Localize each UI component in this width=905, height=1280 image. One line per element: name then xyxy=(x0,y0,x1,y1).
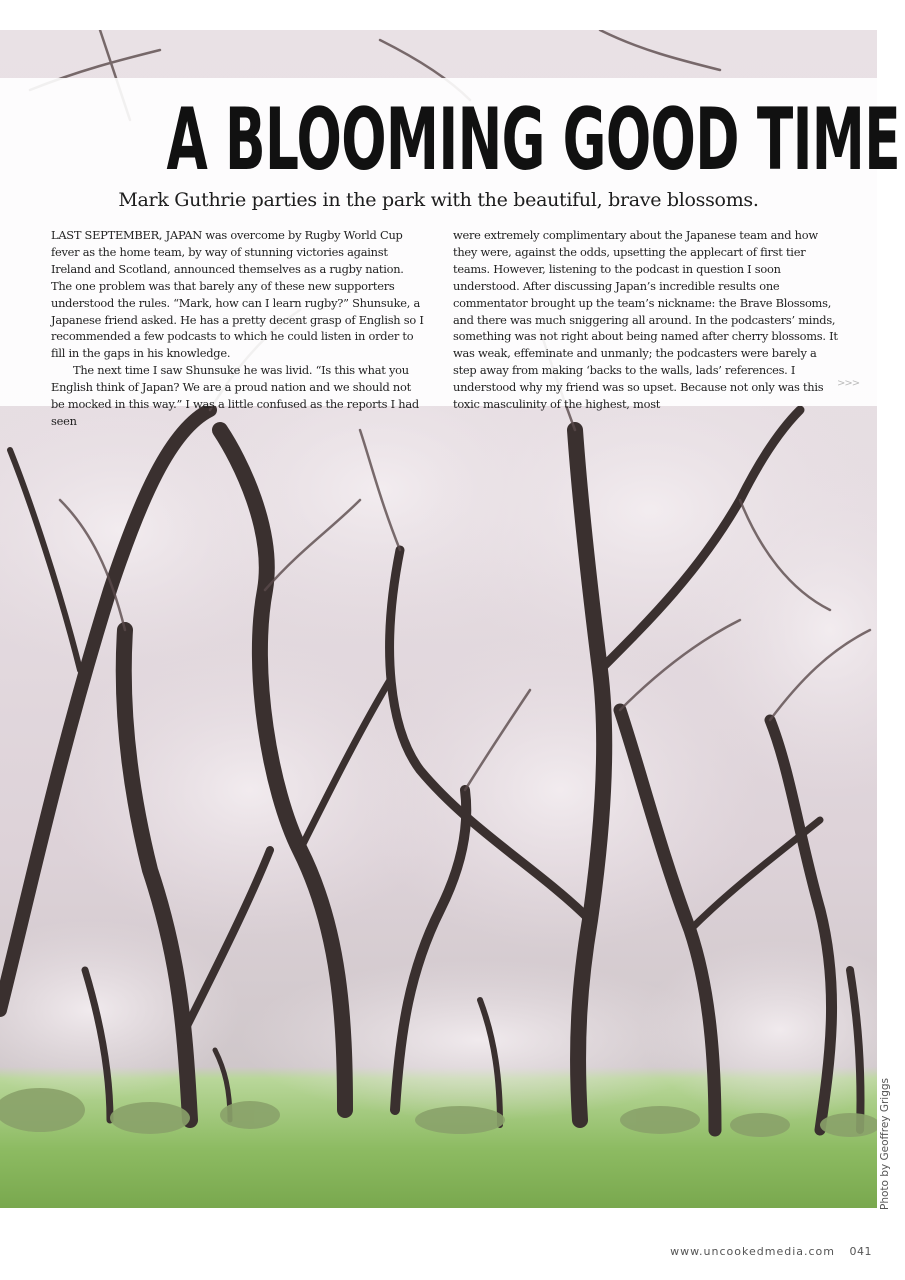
standfirst: Mark Guthrie parties in the park with the beautiful, brave blossoms. xyxy=(118,189,759,211)
paragraph: LAST SEPTEMBER, JAPAN was overcome by Rugby World Cup fever as the home team, by way of stunning victories against Ireland and Scotland, announced themselves as a rugby nation. The one problem was that barely any of these new supporters understood the rules. “Mark, how can I learn rugby?” Shunsuke, a Japanese friend asked. He has a pretty decent grasp of English so I recommended a few podcasts to which he could listen in order to fill in the gaps in his knowledge. xyxy=(51,228,424,361)
page-number: 041 xyxy=(849,1245,872,1258)
website-url[interactable]: www.uncookedmedia.com xyxy=(670,1245,835,1258)
article-column-left xyxy=(51,227,426,430)
photo-credit: Photo by Geoffrey Griggs xyxy=(879,1077,891,1210)
headline: A BLOOMING GOOD TIME xyxy=(166,90,901,190)
paragraph: The next time I saw Shunsuke he was livid. “Is this what you English think of Japan? We are a proud nation and we should not be mocked in this way.” I was a little confused as the reports I had seen xyxy=(51,363,419,428)
continued-marker: >>> xyxy=(837,378,860,389)
page-footer xyxy=(600,1245,872,1258)
article-column-right xyxy=(453,227,841,413)
paragraph: were extremely complimentary about the Japanese team and how they were, against the odds, upsetting the applecart of first tier teams. However, listening to the podcast in question I soon understood. After discussing Japan’s incredible results one commentator brought up the team’s nickname: the Brave Blossoms, and there was much sniggering all around. In the podcasters’ minds, something was not right about being named after cherry blossoms. It was weak, effeminate and unmanly; the podcasters were barely a step away from making ‘backs to the walls, lads’ references. I understood why my friend was so upset. Because not only was this toxic masculinity of the highest, most xyxy=(453,228,838,412)
